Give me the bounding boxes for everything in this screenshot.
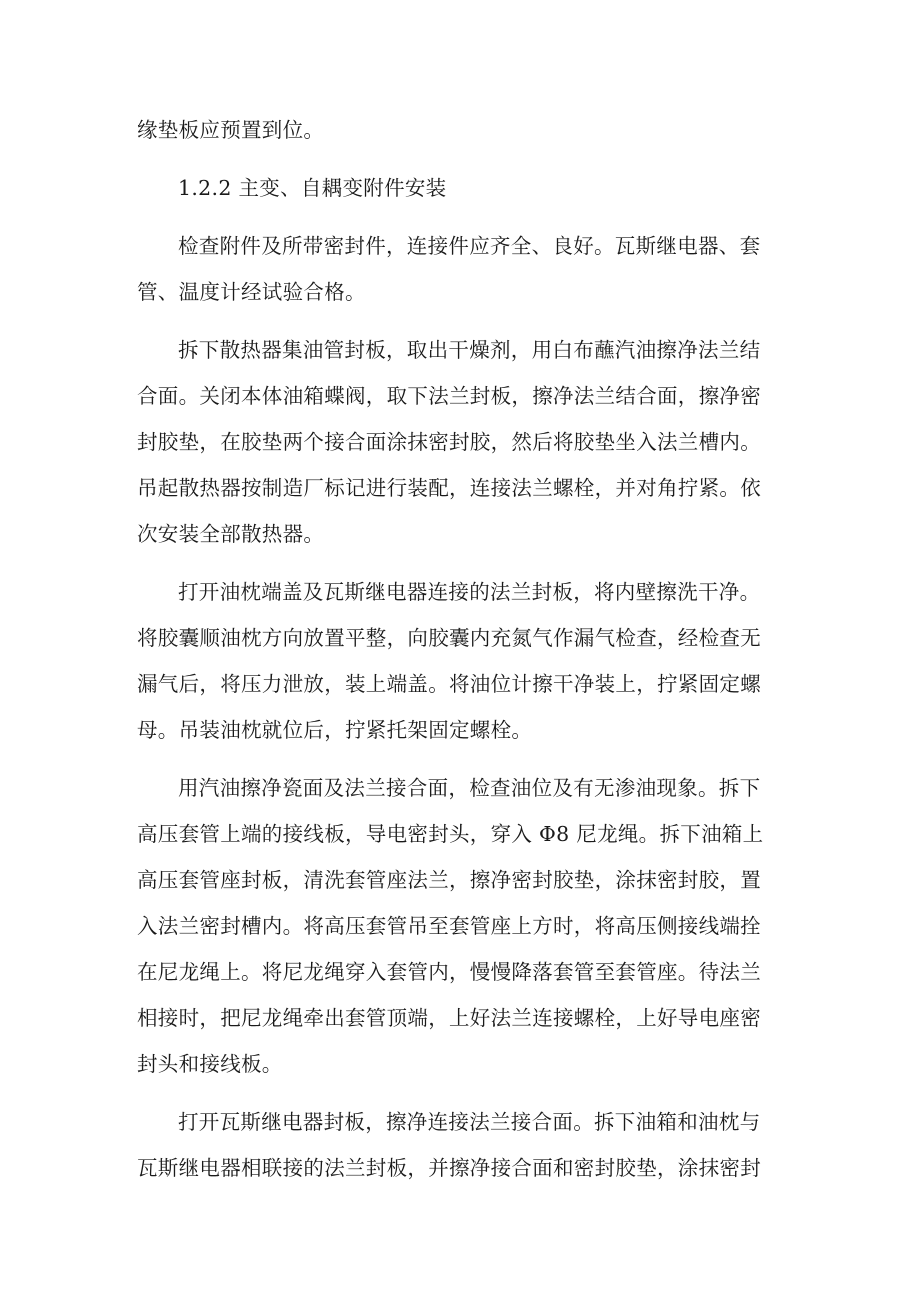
text-line: 次安装全部散热器。 [137,522,325,546]
text-line: 合面。关闭本体油箱蝶阀，取下法兰封板，擦净法兰结合面，擦净密 [137,384,761,408]
text-line: 缘垫板应预置到位。 [137,118,325,142]
text-line: 瓦斯继电器相联接的法兰封板，并擦净接合面和密封胶垫，涂抹密封 [137,1156,761,1180]
text-line: 高压套管上端的接线板，导电密封头，穿入 Φ8 尼龙绳。拆下油箱上 [137,822,764,846]
paragraph-inspection [137,223,787,315]
paragraph-radiator [137,327,787,557]
section-heading [137,165,787,211]
text-line: 将胶囊顺油枕方向放置平整，向胶囊内充氮气作漏气检查，经检查无 [137,626,761,650]
text-line: 高压套管座封板，清洗套管座法兰，擦净密封胶垫，涂抹密封胶，置 [137,868,761,892]
paragraph-bushing [137,765,787,1087]
text-line: 在尼龙绳上。将尼龙绳穿入套管内，慢慢降落套管至套管座。待法兰 [137,960,761,984]
text-line: 封头和接线板。 [137,1052,283,1076]
paragraph-gas-relay [137,1099,787,1191]
text-line: 管、温度计经试验合格。 [137,280,366,304]
paragraph-continuation [137,107,787,153]
text-line: 吊起散热器按制造厂标记进行装配，连接法兰螺栓，并对角拧紧。依 [137,476,761,500]
text-line: 封胶垫，在胶垫两个接合面涂抹密封胶，然后将胶垫坐入法兰槽内。 [137,430,761,454]
text-line: 打开瓦斯继电器封板，擦净连接法兰接合面。拆下油箱和油枕与 [178,1110,761,1134]
text-line: 用汽油擦净瓷面及法兰接合面，检查油位及有无渗油现象。拆下 [178,776,761,800]
text-line: 入法兰密封槽内。将高压套管吊至套管座上方时，将高压侧接线端拴 [137,914,761,938]
paragraph-conservator [137,569,787,753]
text-line: 打开油枕端盖及瓦斯继电器连接的法兰封板，将内壁擦洗干净。 [178,580,761,604]
text-line: 母。吊装油枕就位后，拧紧托架固定螺栓。 [137,718,533,742]
heading-text: 1.2.2 主变、自耦变附件安装 [178,176,447,200]
text-line: 相接时，把尼龙绳牵出套管顶端，上好法兰连接螺栓，上好导电座密 [137,1006,761,1030]
document-body [137,107,787,1191]
text-line: 拆下散热器集油管封板，取出干燥剂，用白布蘸汽油擦净法兰结 [178,338,761,362]
text-line: 检查附件及所带密封件，连接件应齐全、良好。瓦斯继电器、套 [178,234,761,258]
text-line: 漏气后，将压力泄放，装上端盖。将油位计擦干净装上，拧紧固定螺 [137,672,761,696]
